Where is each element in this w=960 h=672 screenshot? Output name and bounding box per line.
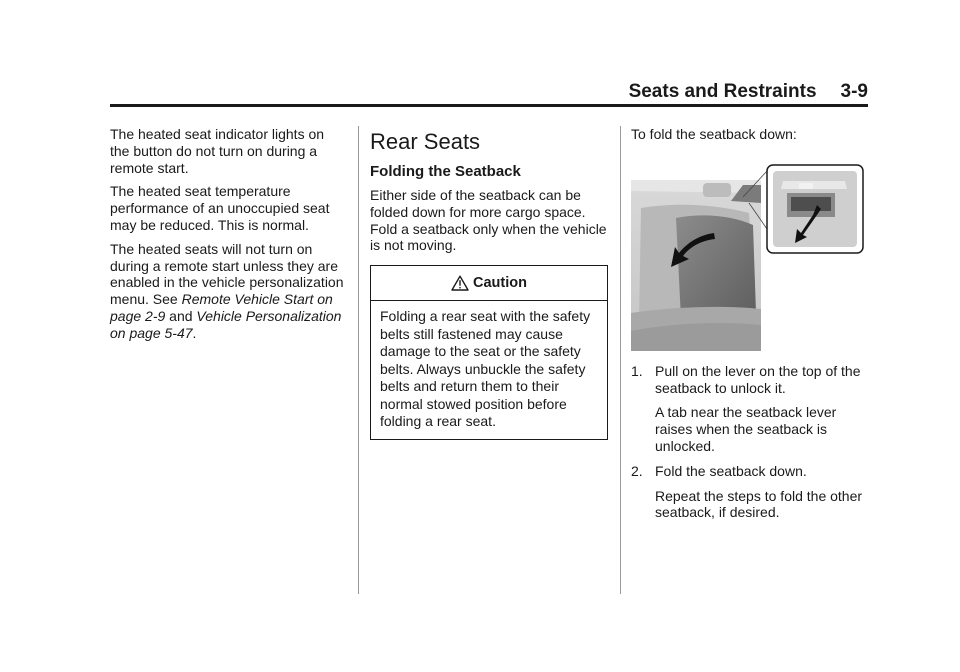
link-remote-vehicle-start[interactable]: Remote Vehicle Start on page 2-9 xyxy=(110,291,333,324)
section-title: Seats and Restraints xyxy=(628,81,817,102)
section-heading: Rear Seats xyxy=(370,129,481,154)
seatback-illustration xyxy=(631,163,871,351)
seatback-shape xyxy=(676,215,756,319)
caution-box xyxy=(370,265,608,440)
header-rule xyxy=(110,104,868,107)
page-number: 3-9 xyxy=(840,81,868,102)
link-vehicle-personalization[interactable]: Vehicle Personalization on page 5-47 xyxy=(110,307,342,341)
caution-header xyxy=(371,266,607,301)
middle-column xyxy=(370,126,608,440)
page-header xyxy=(110,80,868,104)
step-number: 2. xyxy=(631,462,643,479)
right-column xyxy=(631,126,871,529)
warning-triangle-icon xyxy=(451,275,469,291)
paragraph-fold-intro: To fold the seatback down: xyxy=(631,126,797,142)
step-item xyxy=(631,463,871,521)
steps-list xyxy=(631,363,871,521)
paragraph-end: . xyxy=(192,324,197,341)
step-item xyxy=(631,363,871,455)
step-number: 1. xyxy=(631,362,643,379)
caution-title: Caution xyxy=(473,275,527,292)
paragraph-indicator: The heated seat indicator lights on the button do not turn on during a remote start. xyxy=(110,126,325,176)
step-note: A tab near the seatback lever raises when the seatback is unlocked. xyxy=(655,404,837,454)
paragraph-text: The heated seats will not turn on during a remote start unless they are enabled in the vehicle personalization menu. See xyxy=(110,240,344,308)
column-divider-right xyxy=(620,126,621,594)
column-divider-left xyxy=(358,126,359,594)
paragraph-and: and xyxy=(165,307,197,324)
step-note: Repeat the steps to fold the other seatback, if desired. xyxy=(655,487,863,521)
sub-heading: Folding the Seatback xyxy=(370,163,521,180)
paragraph-remote-start xyxy=(110,241,346,342)
paragraph-temperature: The heated seat temperature performance of an unoccupied seat may be reduced. This is normal. xyxy=(110,183,330,233)
caution-text: Folding a rear seat with the safety belts still fastened may cause damage to the seat or the safety belts. Always unbuckle the safety belts and return them to their normal stowed position before folding a rear seat. xyxy=(380,308,591,430)
step-text: Pull on the lever on the top of the seatback to unlock it. xyxy=(655,362,861,396)
seatback-fold-image xyxy=(631,163,871,351)
paragraph-intro: Either side of the seatback can be folded down for more cargo space. Fold a seatback only when the vehicle is not moving. xyxy=(370,187,607,254)
step-text: Fold the seatback down. xyxy=(655,462,807,479)
left-column xyxy=(110,126,346,349)
